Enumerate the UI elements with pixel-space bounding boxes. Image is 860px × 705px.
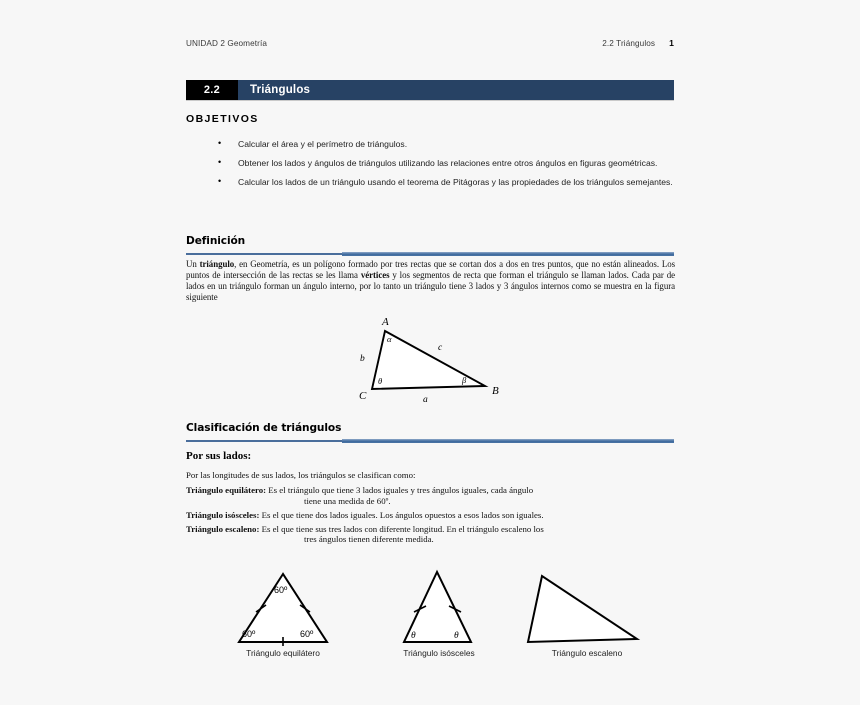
triangle-type-cont: tiene una medida de 60º. (304, 495, 391, 506)
label-angle-beta: β (462, 375, 467, 385)
label-vertex-b: B (492, 385, 499, 397)
label-vertex-c: C (359, 390, 367, 402)
label-side-c: c (438, 343, 443, 353)
triangle-type-entry (186, 485, 675, 506)
figure-caption: Triángulo isósceles (403, 648, 475, 658)
definicion-heading: Definición (186, 235, 246, 247)
label-angle-alpha: α (387, 334, 392, 344)
definicion-paragraph (186, 259, 675, 303)
objective-item: • Calcular el área y el perímetro de triángulos. (210, 139, 674, 151)
triangle-type-term: Triángulo isósceles: (186, 509, 260, 520)
clasificacion-intro: Por las longitudes de sus lados, los triángulos se clasifican como: (186, 470, 416, 480)
objective-item: • Obtener los lados y ángulos de triángulos utilizando las relaciones entre otros ángulos en figuras geométricas. (210, 158, 674, 170)
label-angle-right: θ (454, 631, 459, 641)
triangle-type-term: Triángulo equilátero: (186, 485, 267, 495)
label-vertex-a: A (382, 316, 389, 328)
section-number: 2.2 (186, 80, 238, 100)
def-text-1: Un (186, 259, 200, 269)
triangle-type-text: Es el que tiene dos lados iguales. Los ángulos opuestos a esos lados son iguales. (261, 509, 544, 520)
figure-caption: Triángulo escaleno (551, 648, 623, 658)
def-text-3: y los segmentos de recta que forman el triángulo se llaman lados. Cada par de lados en un triángulo forman un ángulo interno, por lo tanto un triángulo tiene 3 lados y 3 ángulos internos como se muestra en la figura siguiente (186, 269, 675, 302)
definicion-rule (186, 252, 674, 257)
rule-thick-bar (342, 439, 674, 443)
label-angle-left: 60º (242, 629, 256, 639)
clasificacion-rule (186, 439, 674, 444)
triangle-types-list (186, 485, 675, 548)
figure-scalene (512, 566, 662, 666)
clasificacion-heading: Clasificación de triángulos (186, 422, 342, 434)
section-title-bar (186, 80, 674, 100)
running-head-left: UNIDAD 2 Geometría (186, 39, 267, 48)
triangle-type-text: Es el que tiene sus tres lados con diferente longitud. En el triángulo escaleno los (261, 523, 544, 534)
definicion-heading-block (186, 231, 674, 257)
triangle-type-text: Es el triángulo que tiene 3 lados iguales y tres ángulos iguales, cada ángulo (268, 485, 534, 495)
section-title: Triángulos (250, 84, 311, 96)
def-bold-triangulo: triángulo (199, 259, 235, 269)
objective-item: • Calcular los lados de un triángulo usando el teorema de Pitágoras y las propiedades de los triángulos semejantes. (210, 177, 674, 189)
running-head-section: 2.2 Triángulos (602, 39, 656, 48)
running-head-right (602, 38, 674, 48)
triangle-type-entry (186, 524, 675, 545)
label-angle-left: θ (411, 631, 416, 641)
triangle-type-term: Triángulo escaleno: (186, 523, 260, 534)
label-angle-right: 60º (300, 629, 314, 639)
page-number: 1 (669, 38, 674, 48)
objectives-list (210, 139, 674, 196)
def-bold-vertices: vértices (360, 269, 390, 280)
def-text-2: , en Geometría, es un polígono formado por tres rectas que se cortan dos a dos en tres puntos, que no están alineados. Los puntos de intersección de las rectas se les llama (186, 259, 675, 280)
triangle-type-entry (186, 510, 675, 521)
por-sus-lados-heading: Por sus lados: (186, 450, 252, 462)
label-side-b: b (360, 354, 365, 364)
objectives-heading: OBJETIVOS (186, 113, 259, 125)
main-triangle-figure (340, 312, 530, 408)
triangle-examples-row (186, 566, 675, 666)
figure-equilateral (208, 566, 358, 666)
triangle-type-cont: tres ángulos tienen diferente medida. (304, 534, 434, 545)
figure-caption: Triángulo equilátero (246, 648, 320, 658)
clasificacion-heading-block (186, 418, 674, 444)
label-angle-apex: 60º (274, 585, 288, 595)
figure-isosceles (364, 566, 514, 666)
label-angle-theta: θ (378, 376, 383, 386)
running-head (186, 38, 674, 48)
rule-thick-bar (342, 252, 674, 256)
label-side-a: a (423, 395, 428, 405)
